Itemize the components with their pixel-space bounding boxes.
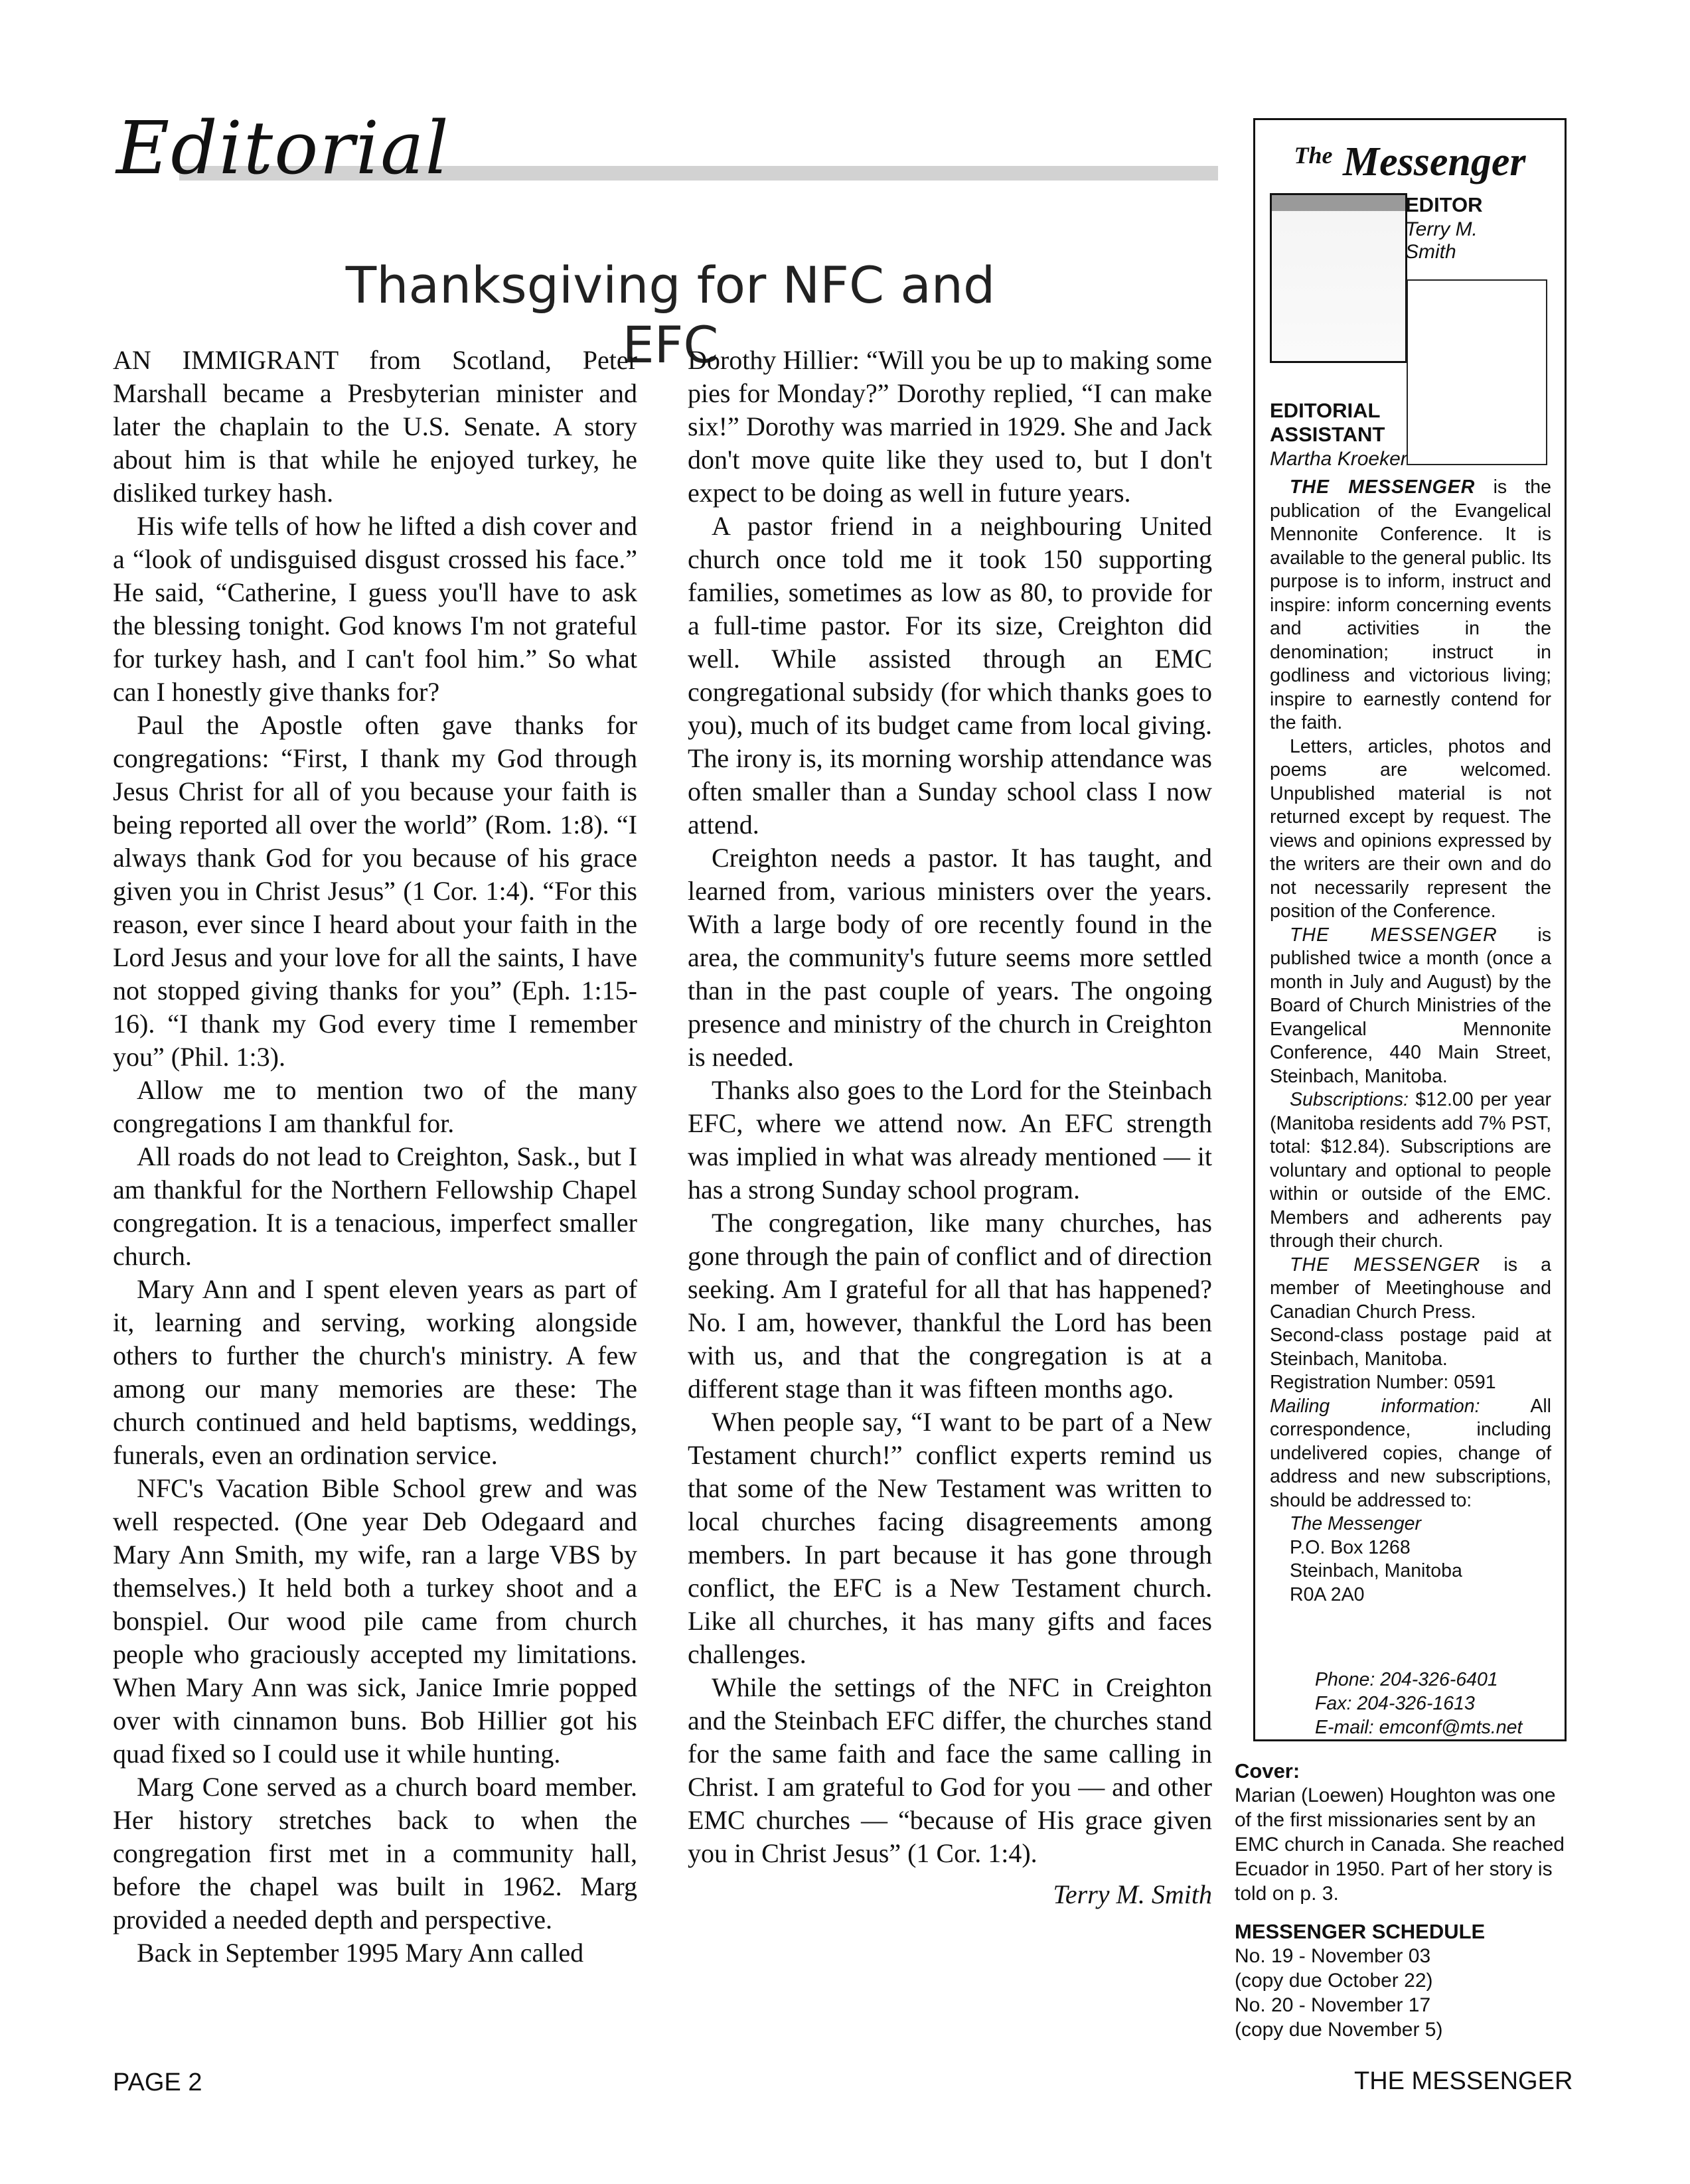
messenger-schedule — [1235, 1919, 1573, 2042]
paragraph: Creighton needs a pastor. It has taught, and learned from, various ministers over the years. With a large body of ore recently found in the area, the community's future seems more settled than in the past couple of years. The ongoing presence and ministry of the church in Creighton is needed. — [688, 843, 1212, 1072]
paragraph: While the settings of the NFC in Creighton and the Steinbach EFC differ, the churches stand for the same faith and face the same calling in Christ. I am grateful to God for you — and other EMC churches — “because of His grace given you in Christ Jesus” (1 Cor. 1:4). — [688, 1672, 1212, 1868]
publication-name: THE MESSENGER — [1290, 476, 1476, 498]
masthead-title — [1255, 132, 1565, 185]
cover-heading: Cover: — [1235, 1759, 1300, 1783]
paragraph: NFC's Vacation Bible School grew and was well respected. (One year Deb Odegaard and Mary Ann Smith, my wife, ran a large VBS by themselves.) It held both a turkey shoot and a bonspiel. Our wood pile came from church people who graciously accepted my limitations. When Mary Ann was sick, Janice Imrie popped over with cinnamon buns. Bob Hillier got his quad fixed so I could use it while hunting. — [113, 1473, 637, 1769]
fax-number: Fax: 204-326-1613 — [1315, 1693, 1475, 1714]
masthead-title-main: Messenger — [1342, 139, 1526, 184]
editor-name: Terry M. Smith — [1405, 218, 1478, 263]
mailing-label: Mailing information: — [1270, 1395, 1480, 1417]
subscriptions-label: Subscriptions: — [1290, 1089, 1409, 1110]
masthead-box — [1253, 118, 1567, 1741]
address-line: P.O. Box 1268 — [1290, 1536, 1411, 1558]
section-label: Editorial — [116, 106, 450, 190]
assistant-label: EDITORIAL ASSISTANT — [1270, 399, 1385, 446]
author-signature: Terry M. Smith — [1053, 1879, 1212, 1909]
paragraph: Marg Cone served as a church board member. Her history stretches back to when the congregation first met in a community hall, before the chapel was built in 1962. Marg provided a needed depth and perspective. — [113, 1772, 637, 1934]
address-line: The Messenger — [1290, 1513, 1422, 1534]
masthead-paragraph — [1270, 924, 1551, 1089]
schedule-line: No. 20 - November 17 — [1235, 1994, 1431, 2016]
paragraph: Mary Ann and I spent eleven years as part of it, learning and serving, working alongside others to further the church's ministry. A few among our many memories are these: The church continued and held baptisms, weddings, funerals, even an ordination service. — [113, 1274, 637, 1470]
contact-info — [1255, 1668, 1565, 1739]
address-line: R0A 2A0 — [1290, 1583, 1365, 1605]
paragraph: AN IMMIGRANT from Scotland, Peter Marshall became a Presbyterian minister and later the chaplain to the U.S. Senate. A story about him is that while he enjoyed turkey, he disliked turkey hash. — [113, 345, 637, 508]
paragraph: His wife tells of how he lifted a dish cover and a “look of undisguised disgust crossed his face.” He said, “Catherine, I guess you'll have to ask the blessing tonight. God knows I'm not grateful for turkey hash, and I can't fool him.” So what can I honestly give thanks for? — [113, 511, 637, 707]
masthead-paragraph: Letters, articles, photos and poems are welcomed. Unpublished material is not returned except by request. The views and opinions expressed by the writers are their own and do not necessarily represent the position of the Conference. — [1270, 735, 1551, 922]
paragraph: Dorothy Hillier: “Will you be up to making some pies for Monday?” Dorothy replied, “I can make six!” Dorothy was married in 1929. She and Jack don't move quite like they used to, but I don't expect to be doing as well in future years. — [688, 345, 1212, 508]
schedule-line: (copy due November 5) — [1235, 2019, 1443, 2041]
paragraph: All roads do not lead to Creighton, Sask., but I am thankful for the Northern Fellowship Chapel congregation. It is a tenacious, imperfect smaller church. — [113, 1141, 637, 1271]
assistant-photo — [1407, 279, 1547, 465]
masthead-title-the: The — [1294, 142, 1333, 169]
masthead-paragraph — [1270, 476, 1551, 735]
masthead-paragraph — [1270, 1254, 1551, 1325]
cover-text: Marian (Loewen) Houghton was one of the first missionaries sent by an EMC church in Canada. She reached Ecuador in 1950. Part of her story is told on p. 3. — [1235, 1784, 1565, 1905]
assistant-name: Martha Kroeker — [1270, 448, 1407, 470]
schedule-line: (copy due October 22) — [1235, 1970, 1433, 1992]
editor-photo — [1270, 193, 1407, 363]
masthead-paragraph: Second-class postage paid at Steinbach, Manitoba. — [1270, 1325, 1551, 1370]
masthead-text: is published twice a month (once a month in July and August) by the Board of Church Ministries of the Evangelical Mennonite Conference, 440 Main Street, Steinbach, Manitoba. — [1270, 924, 1551, 1087]
masthead-text: is the publication of the Evangelical Mennonite Conference. It is available to the general public. Its purpose is to inform, instruct and inspire: inform concerning events and activities in the denomination; instruct in godliness and victorious living; inspire to earnestly contend for the faith. — [1270, 476, 1551, 733]
schedule-line: No. 19 - November 03 — [1235, 1945, 1431, 1967]
article-column-middle — [688, 344, 1212, 2043]
schedule-heading: MESSENGER SCHEDULE — [1235, 1920, 1486, 1943]
publication-name: THE MESSENGER — [1290, 1254, 1481, 1275]
editorial-header — [116, 106, 1218, 190]
masthead-paragraph — [1270, 1395, 1551, 1513]
address-line: Steinbach, Manitoba — [1290, 1560, 1462, 1581]
publication-name: THE MESSENGER — [1290, 924, 1498, 946]
paragraph: Back in September 1995 Mary Ann called — [137, 1938, 584, 1968]
publication-footer: THE MESSENGER — [1354, 2067, 1573, 2095]
editor-label: EDITOR — [1405, 193, 1483, 216]
masthead-text: is a member of Meetinghouse and Canadian Church Press. — [1270, 1254, 1551, 1323]
paragraph: Allow me to mention two of the many congregations I am thankful for. — [113, 1075, 637, 1138]
page-number: PAGE 2 — [113, 2069, 202, 2096]
paragraph: The congregation, like many churches, has gone through the pain of conflict and of direction seeking. Am I grateful for all that has happened? No. I am, however, thankful the Lord has been with us, and that the congregation is at a different stage than it was fifteen months ago. — [688, 1208, 1212, 1404]
email-address: E-mail: emconf@mts.net — [1315, 1717, 1523, 1738]
cover-note — [1235, 1759, 1573, 1906]
masthead-text: $12.00 per year (Manitoba residents add 7% PST, total: $12.84). Subscriptions are voluntary and optional to people within or outside of the EMC. Members and adherents pay through their church. — [1270, 1089, 1551, 1252]
phone-number: Phone: 204-326-6401 — [1315, 1669, 1498, 1690]
paragraph: Paul the Apostle often gave thanks for congregations: “First, I thank my God through Jesus Christ for all of you because your faith is being reported all over the world” (Rom. 1:8). “I always thank God for you because of his grace given you in Christ Jesus” (1 Cor. 1:4). “For this reason, ever since I heard about your faith in the Lord Jesus and your love for all the saints, I have not stopped giving thanks for you” (Eph. 1:15-16). “I thank my God every time I remember you” (Phil. 1:3). — [113, 710, 637, 1072]
masthead-paragraph — [1270, 1088, 1551, 1254]
masthead-text: All correspondence, including undelivered copies, change of address and new subscriptions, should be addressed to: — [1270, 1395, 1551, 1511]
masthead-body — [1270, 476, 1551, 1607]
article-title: Thanksgiving for NFC and EFC — [345, 255, 996, 374]
paragraph: When people say, “I want to be part of a New Testament church!” conflict experts remind us that some of the New Testament was written to local churches facing disagreements among members. In part because it has gone through conflict, the EFC is a New Testament church. Like all churches, it has many gifts and faces challenges. — [688, 1407, 1212, 1669]
paragraph: Thanks also goes to the Lord for the Steinbach EFC, where we attend now. An EFC strength was implied in what was already mentioned — it has a strong Sunday school program. — [688, 1075, 1212, 1204]
paragraph: A pastor friend in a neighbouring United church once told me it took 150 supporting families, sometimes as low as 80, to provide for a full-time pastor. For its size, Creighton did well. While assisted through an EMC congregational subsidy (for which thanks goes to you), much of its budget came from local giving. The irony is, its morning worship attendance was often smaller than a Sunday school class I now attend. — [688, 511, 1212, 839]
masthead-paragraph: Registration Number: 0591 — [1270, 1372, 1496, 1393]
article-column-left — [113, 344, 637, 2043]
